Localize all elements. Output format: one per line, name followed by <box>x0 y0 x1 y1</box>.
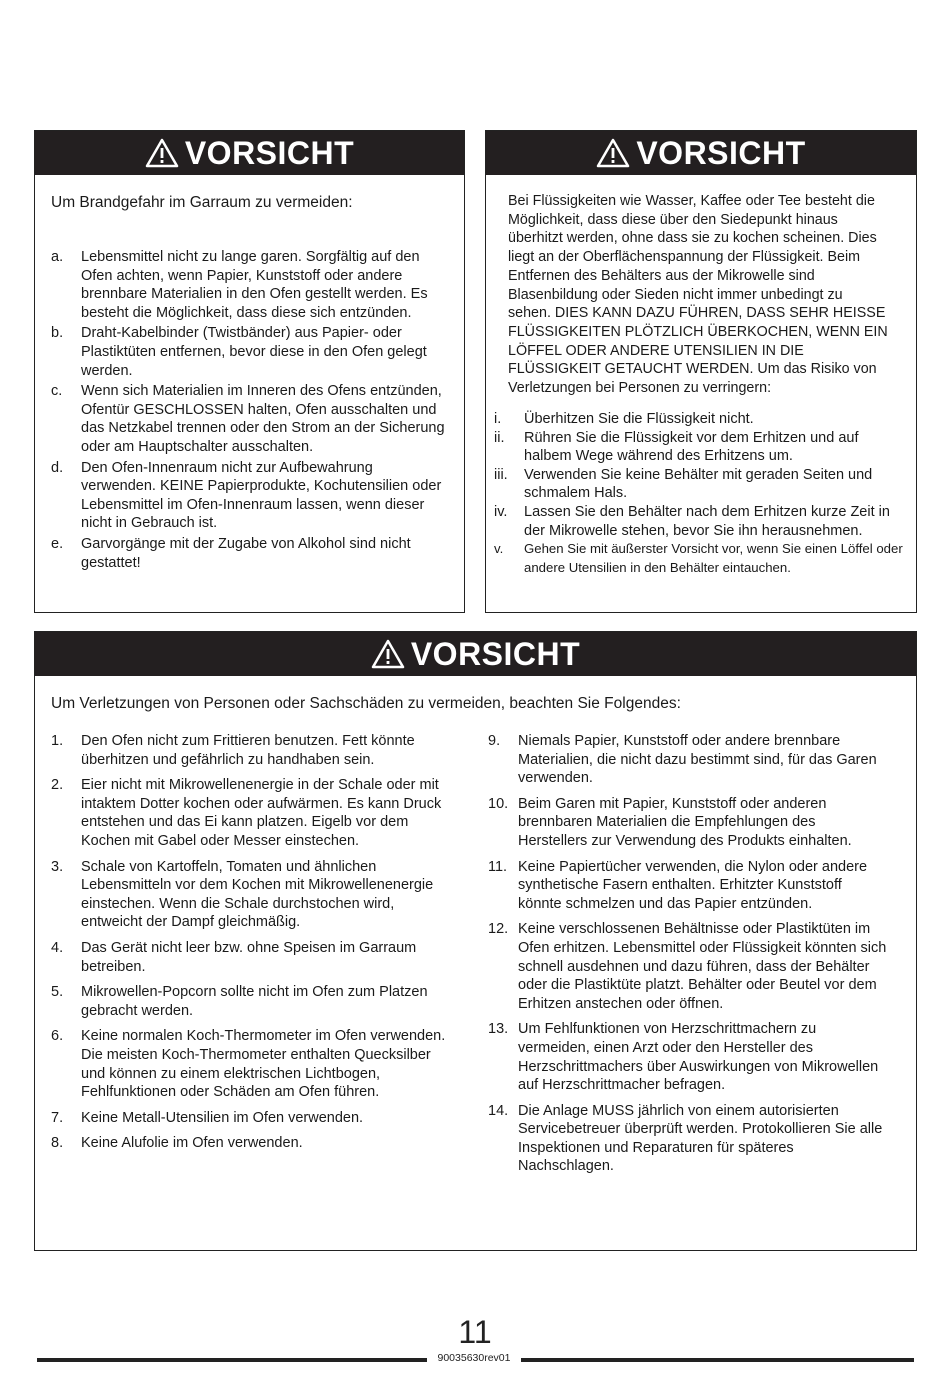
list-item <box>51 732 456 769</box>
list-item <box>494 503 909 540</box>
list-item-text: Beim Garen mit Papier, Kunststoff oder anderen brennbaren Materialien die Empfehlungen des Herstellers zur Verwendung des Produkts einhalten. <box>518 795 852 849</box>
list-item-text: Schale von Kartoffeln, Tomaten und ähnlichen Lebensmitteln vor dem Kochen mit Mikrowellenenergie einstechen. Wenn die Schale durchstochen wird, entweicht der Dampf gleichmäßig. <box>81 858 434 931</box>
list-marker: 12. <box>488 921 509 938</box>
list-item <box>488 858 888 914</box>
list-item <box>488 920 888 1013</box>
caution-box-liquids <box>485 130 917 613</box>
caution-intro: Um Verletzungen von Personen oder Sachschäden zu vermeiden, beachten Sie Folgendes: <box>51 695 681 712</box>
list-marker: 4. <box>51 939 64 956</box>
list-item <box>488 1102 888 1176</box>
list-marker: 2. <box>51 777 64 794</box>
list-item-text: Garvorgänge mit der Zugabe von Alkohol sind nicht gestattet! <box>81 535 411 571</box>
list-item <box>51 858 456 932</box>
list-item-text: Das Gerät nicht leer bzw. ohne Speisen im Garraum betreiben. <box>81 939 417 975</box>
list-item <box>51 939 456 976</box>
list-marker: b. <box>51 325 64 342</box>
caution-title: VORSICHT <box>636 134 806 171</box>
list-item <box>488 732 888 788</box>
list-item-text: Niemals Papier, Kunststoff oder andere brennbare Materialien, die nicht dazu bestimmt sind, für das Garen verwenden. <box>518 733 877 787</box>
list-marker: 9. <box>488 733 501 749</box>
caution-list <box>494 410 909 577</box>
list-item <box>51 382 446 456</box>
list-item-text: Die Anlage MUSS jährlich von einem autorisierten Servicebetreuer überprüft werden. Protokollieren Sie alle Inspektionen und Reparaturen für späteres Nachschlagen. <box>518 1102 883 1175</box>
list-marker: ii. <box>494 429 505 446</box>
list-item-text: Verwenden Sie keine Behälter mit geraden Seiten und schmalem Hals. <box>524 466 873 502</box>
list-marker: 5. <box>51 984 64 1001</box>
caution-header <box>35 632 916 676</box>
warning-triangle-icon <box>371 639 405 669</box>
caution-title: VORSICHT <box>184 134 355 171</box>
list-item <box>488 1020 888 1094</box>
caution-header <box>35 131 464 175</box>
list-marker: 11. <box>488 858 508 875</box>
list-marker: 7. <box>51 1109 64 1126</box>
list-item-text: Lebensmittel nicht zu lange garen. Sorgfältig auf den Ofen achten, wenn Papier, Kunststoff oder andere brennbare Materialien in den Ofen gestellt werden. Es besteht die Möglichkeit, dass diese sich entzünden. <box>81 249 428 321</box>
caution-intro: Bei Flüssigkeiten wie Wasser, Kaffee oder Tee besteht die Möglichkeit, dass diese über den Siedepunkt hinaus überhitzt werden, ohne dass sie zu kochen scheinen. Dies liegt an der Oberflächenspannung der Flüssigkeit. Beim Entfernen des Behälters aus der Mikrowelle sind Blasenbildung oder Sieden nicht immer unbedingt zu sehen. DIES KANN DAZU FÜHREN, DASS SEHR HEISSE FLÜSSIGKEITEN PLÖTZLICH ÜBERKOCHEN, WENN EIN LÖFFEL ODER ANDERE UTENSILIEN IN DIE FLÜSSIGKEIT GETAUCHT WERDEN. Um das Risiko von Verletzungen bei Personen zu verringern: <box>508 193 888 397</box>
list-item <box>494 429 909 466</box>
list-item <box>51 459 446 533</box>
list-marker: 6. <box>51 1028 64 1045</box>
list-marker: d. <box>51 459 64 476</box>
caution-box-general <box>34 631 917 1251</box>
list-marker: iii. <box>494 466 508 483</box>
caution-list <box>51 248 446 572</box>
list-item <box>494 466 909 503</box>
list-item-text: Keine Alufolie im Ofen verwenden. <box>81 1135 303 1152</box>
caution-title: VORSICHT <box>410 635 581 672</box>
list-item <box>51 776 456 850</box>
list-item-text: Lassen Sie den Behälter nach dem Erhitzen kurze Zeit in der Mikrowelle stehen, bevor Sie ihn herausnehmen. <box>524 503 890 539</box>
list-item <box>51 1109 456 1128</box>
list-item-text: Den Ofen nicht zum Frittieren benutzen. Fett könnte überhitzen und gefährlich zu handhaben sein. <box>81 733 415 768</box>
list-item <box>494 410 909 429</box>
list-item <box>51 248 446 322</box>
list-item-text: Gehen Sie mit äußerster Vorsicht vor, wenn Sie einen Löffel oder andere Utensilien in den Behälter eintauchen. <box>524 541 903 575</box>
footer-rule-right <box>521 1358 914 1362</box>
list-item-text: Wenn sich Materialien im Inneren des Ofens entzünden, Ofentür GESCHLOSSEN halten, Ofen ausschalten und das Netzkabel trennen oder den Strom an der Sicherung oder am Hauptschalter ausschalten. <box>81 383 445 455</box>
list-item-text: Eier nicht mit Mikrowellenenergie in der Schale oder mit intaktem Dotter kochen oder aufwärmen. Es kann Druck entstehen und das Ei kann platzen. Eigelb vor dem Kochen mit Gabel oder Messer einstechen. <box>81 777 442 849</box>
list-marker: c. <box>51 383 63 400</box>
list-marker: 8. <box>51 1135 64 1152</box>
list-item-text: Den Ofen-Innenraum nicht zur Aufbewahrung verwenden. KEINE Papierprodukte, Kochutensilien oder Lebensmittel im Ofen-Innenraum lassen, wenn dieser nicht in Gebrauch ist. <box>81 459 442 532</box>
list-marker: v. <box>494 541 504 557</box>
list-item-text: Mikrowellen-Popcorn sollte nicht im Ofen zum Platzen gebracht werden. <box>81 984 428 1019</box>
list-item-text: Keine Papiertücher verwenden, die Nylon oder andere synthetische Fasern enthalten. Erhitzter Kunststoff könnte schmelzen und das Papier entzünden. <box>518 858 868 912</box>
list-item <box>51 983 456 1020</box>
list-marker: 10. <box>488 795 509 812</box>
list-item-text: Um Fehlfunktionen von Herzschrittmachern zu vermeiden, einen Arzt oder den Hersteller des Herzschrittmachers über Auswirkungen von Mikrowellen auf Herzschrittmacher befragen. <box>518 1021 879 1094</box>
list-marker: 14. <box>488 1102 509 1119</box>
footer-rule-left <box>37 1358 427 1362</box>
page-number: 11 <box>458 1314 492 1350</box>
list-item <box>488 795 888 851</box>
list-item-text: Rühren Sie die Flüssigkeit vor dem Erhitzen und auf halbem Wege während des Erhitzens um. <box>524 429 859 465</box>
caution-intro: Um Brandgefahr im Garraum zu vermeiden: <box>51 194 353 211</box>
list-marker: e. <box>51 535 64 552</box>
list-item <box>494 540 909 577</box>
warning-triangle-icon <box>596 138 630 168</box>
list-marker: a. <box>51 249 64 265</box>
list-marker: 13. <box>488 1021 509 1038</box>
list-item-text: Keine Metall-Utensilien im Ofen verwenden. <box>81 1109 364 1126</box>
warning-triangle-icon <box>145 138 179 168</box>
caution-list-left <box>51 732 456 1153</box>
caution-header <box>486 131 916 175</box>
list-item-text: Draht-Kabelbinder (Twistbänder) aus Papier- oder Plastiktüten entfernen, bevor diese in den Ofen gelegt werden. <box>81 325 427 379</box>
list-item <box>51 1134 456 1153</box>
list-item <box>51 535 446 572</box>
caution-list-right <box>488 732 888 1176</box>
list-item-text: Keine normalen Koch-Thermometer im Ofen verwenden. Die meisten Koch-Thermometer enthalten Quecksilber und können zu einem elektrischen Lichtbogen, Fehlfunktionen oder Schäden am Ofen führen. <box>81 1028 446 1101</box>
list-item <box>51 324 446 380</box>
document-code: 90035630rev01 <box>437 1352 511 1364</box>
list-marker: iv. <box>494 503 508 520</box>
list-marker: i. <box>494 411 502 427</box>
list-marker: 1. <box>51 733 64 749</box>
list-item-text: Überhitzen Sie die Flüssigkeit nicht. <box>524 411 754 427</box>
list-item-text: Keine verschlossenen Behältnisse oder Plastiktüten im Ofen erhitzen. Lebensmittel oder Flüssigkeit könnten sich schnell ausdehnen und dazu führen, dass der Behälter oder die Plastiktüte platzt. Behälter oder Beutel vor dem Erhitzen anstechen oder öffnen. <box>518 921 887 1012</box>
list-item <box>51 1027 456 1101</box>
list-marker: 3. <box>51 858 64 875</box>
caution-box-fire <box>34 130 465 613</box>
